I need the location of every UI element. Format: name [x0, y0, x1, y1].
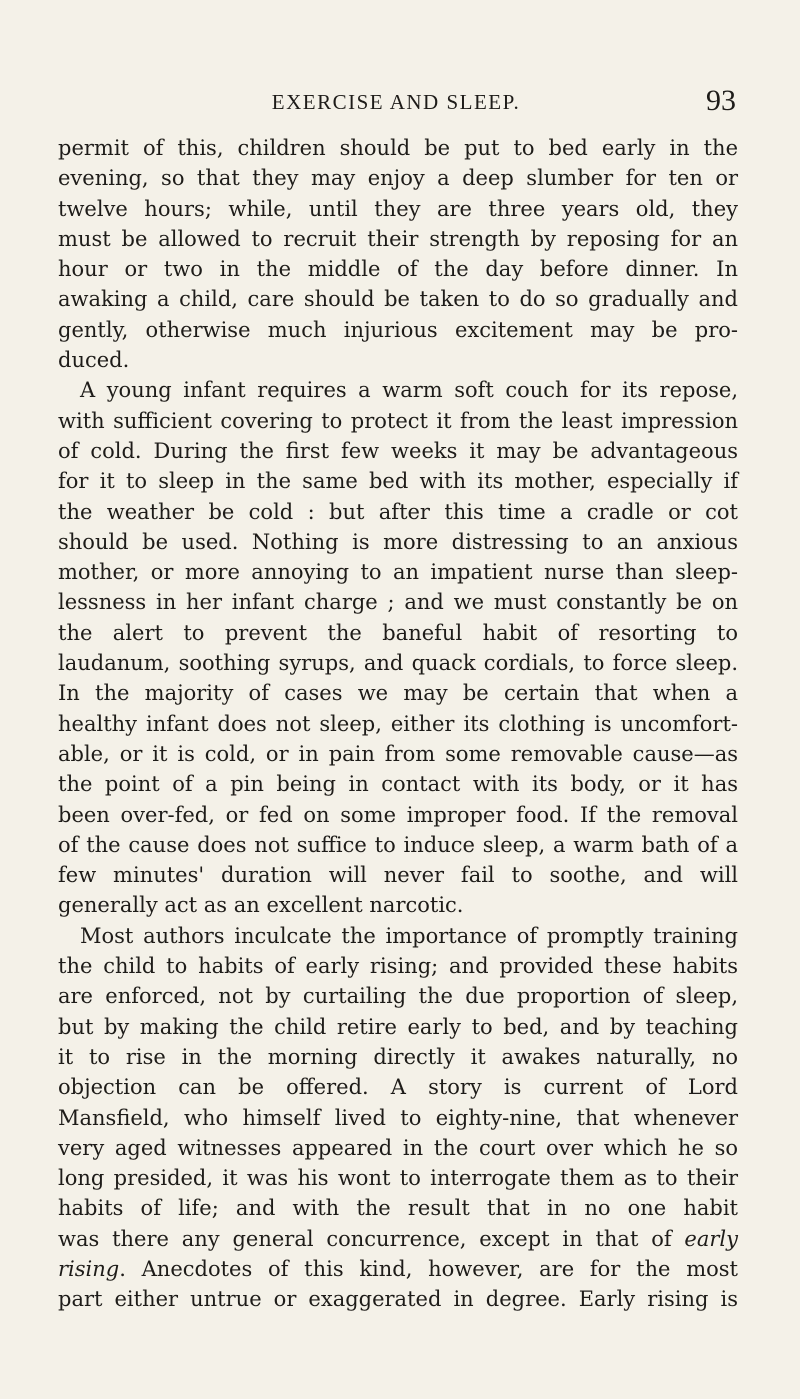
text-line [58, 284, 738, 314]
text-segment: very aged witnesses appeared in the court over which he so [58, 1135, 738, 1160]
text-line [58, 709, 738, 739]
text-line [58, 254, 738, 284]
text-segment: long presided, it was his wont to interrogate them as to their [58, 1166, 738, 1191]
text-line [58, 921, 738, 951]
text-segment: are enforced, not by curtailing the due proportion of sleep, [58, 984, 738, 1009]
italic-phrase: early [684, 1226, 738, 1251]
text-line [58, 436, 738, 466]
text-line [58, 618, 738, 648]
running-head [56, 84, 736, 118]
paragraph [58, 133, 738, 375]
text-line [58, 375, 738, 405]
text-line [58, 1284, 738, 1314]
text-segment: Mansfield, who himself lived to eighty-nine, that whenever [58, 1105, 738, 1130]
text-line [58, 466, 738, 496]
text-line [58, 587, 738, 617]
text-line [58, 1254, 738, 1284]
text-segment: . Anecdotes of this kind, however, are for the most [119, 1256, 738, 1281]
text-segment: the alert to prevent the baneful habit of resorting to [58, 620, 738, 645]
text-segment: permit of this, children should be put to bed early in the [58, 136, 738, 160]
text-line [58, 739, 738, 769]
paragraph [58, 375, 738, 920]
text-segment: A young infant requires a warm soft couch for its repose, [80, 378, 738, 403]
text-line [58, 1042, 738, 1072]
text-line [58, 406, 738, 436]
text-segment: for it to sleep in the same bed with its mother, especially if [58, 469, 738, 494]
paragraph [58, 921, 738, 1315]
text-segment: able, or it is cold, or in pain from some removable cause—as [58, 741, 738, 766]
text-line [58, 830, 738, 860]
body-text [58, 133, 738, 1315]
text-line [58, 133, 738, 163]
text-line [58, 1012, 738, 1042]
running-title: EXERCISE AND SLEEP. [271, 90, 521, 114]
text-segment: objection can be offered. A story is current of Lord [58, 1075, 738, 1100]
text-segment: lessness in her infant charge ; and we must constantly be on [58, 590, 738, 615]
text-line [58, 860, 738, 890]
text-line [58, 557, 738, 587]
text-line [58, 1072, 738, 1102]
text-line [58, 224, 738, 254]
text-segment: of the cause does not suffice to induce sleep, a warm bath of a [58, 832, 738, 857]
text-segment: In the majority of cases we may be certain that when a [58, 681, 738, 706]
text-segment: hour or two in the middle of the day before dinner. In [58, 257, 738, 282]
text-line [58, 648, 738, 678]
text-segment: must be allowed to recruit their strength by reposing for an [58, 226, 738, 251]
text-segment: the point of a pin being in contact with its body, or it has [58, 772, 738, 797]
text-segment: evening, so that they may enjoy a deep slumber for ten or [58, 166, 738, 191]
text-line [58, 1193, 738, 1223]
text-segment: the child to habits of early rising; and provided these habits [58, 954, 738, 979]
text-line [58, 1224, 738, 1254]
text-line [58, 981, 738, 1011]
text-segment: it to rise in the morning directly it awakes naturally, no [58, 1044, 738, 1069]
text-line [58, 800, 738, 830]
text-segment: part either untrue or exaggerated in degree. Early rising is [58, 1287, 738, 1312]
text-line [58, 769, 738, 799]
text-segment: the weather be cold : but after this time a cradle or cot [58, 499, 738, 524]
page-number: 93 [706, 84, 736, 117]
text-line [58, 890, 738, 920]
text-segment: with sufficient covering to protect it from the least impression [58, 408, 738, 433]
text-line [58, 951, 738, 981]
text-line [58, 527, 738, 557]
text-line [58, 497, 738, 527]
text-segment: duced. [58, 348, 130, 373]
text-line [58, 1133, 738, 1163]
text-line [58, 1103, 738, 1133]
text-line [58, 678, 738, 708]
text-segment: habits of life; and with the result that in no one habit [58, 1196, 738, 1221]
text-segment: awaking a child, care should be taken to do so gradually and [58, 287, 738, 312]
text-segment: Most authors inculcate the importance of promptly training [80, 923, 738, 948]
text-segment: generally act as an excellent narcotic. [58, 893, 464, 918]
text-segment: was there any general concurrence, except in that of [58, 1226, 685, 1251]
text-segment: but by making the child retire early to bed, and by teaching [58, 1014, 738, 1039]
text-segment: should be used. Nothing is more distressing to an anxious [58, 529, 738, 554]
text-line [58, 345, 738, 375]
text-segment: twelve hours; while, until they are three years old, they [58, 196, 738, 221]
text-line [58, 315, 738, 345]
italic-phrase: rising [58, 1256, 120, 1281]
text-segment: mother, or more annoying to an impatient nurse than sleep- [58, 560, 738, 585]
text-line [58, 194, 738, 224]
text-segment: laudanum, soothing syrups, and quack cordials, to force sleep. [58, 651, 738, 676]
text-line [58, 163, 738, 193]
text-segment: been over-fed, or fed on some improper food. If the removal [58, 802, 738, 827]
text-segment: few minutes' duration will never fail to soothe, and will [58, 863, 738, 888]
text-segment: healthy infant does not sleep, either its clothing is uncomfort- [58, 711, 738, 736]
text-segment: gently, otherwise much injurious excitement may be pro- [58, 317, 738, 342]
text-segment: of cold. During the first few weeks it may be advantageous [58, 438, 738, 463]
text-line [58, 1163, 738, 1193]
